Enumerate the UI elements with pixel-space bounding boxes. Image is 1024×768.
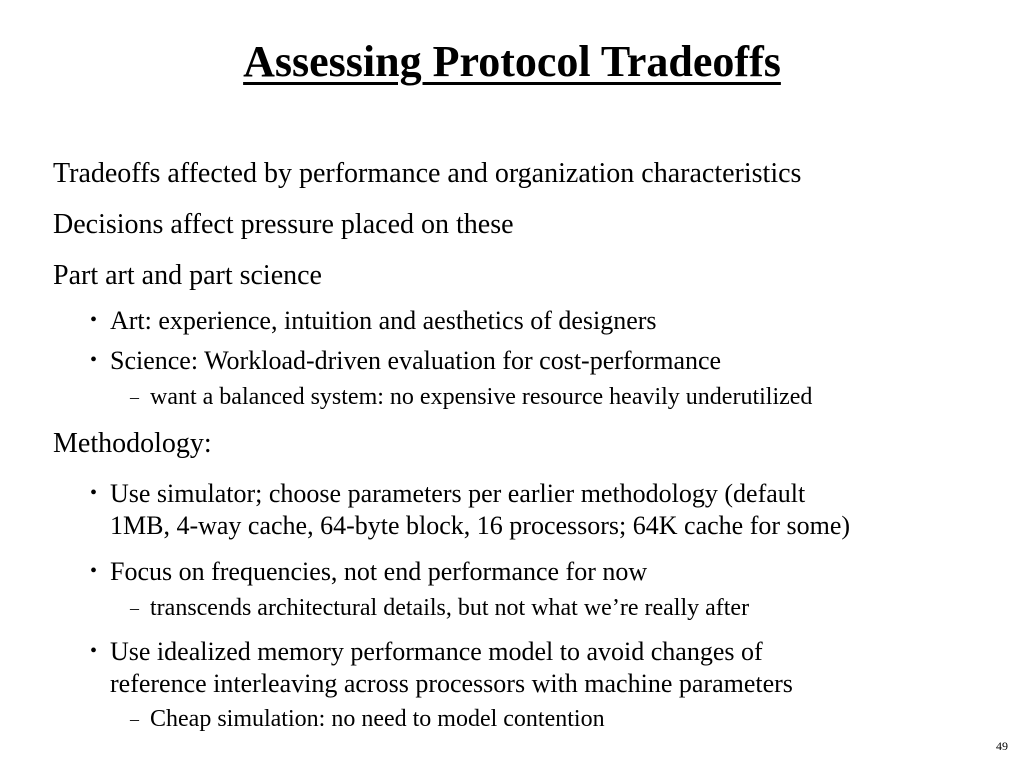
dash-marker: – [130, 598, 139, 618]
sub-bullet-frequencies-text: Focus on frequencies, not end performance for now [110, 557, 648, 586]
sub-sub-bullet-balanced-text: want a balanced system: no expensive resource heavily underutilized [150, 384, 813, 410]
bullet-tradeoffs: Tradeoffs affected by performance and organization characteristics [53, 158, 802, 189]
bullet-marker: • [90, 349, 98, 371]
bullet-marker: • [90, 640, 98, 662]
slide-title: Assessing Protocol Tradeoffs [243, 37, 781, 86]
bullet-methodology: Methodology: [53, 428, 212, 459]
page-number: 49 [996, 739, 1008, 753]
bullet-marker: • [90, 482, 98, 504]
dash-marker: – [130, 709, 139, 729]
sub-bullet-art-text: Art: experience, intuition and aesthetics of designers [110, 306, 657, 335]
sub-sub-bullet-cheap-text: Cheap simulation: no need to model contention [150, 706, 605, 732]
dash-marker: – [130, 387, 139, 407]
bullet-marker: • [90, 560, 98, 582]
bullet-marker: • [90, 309, 98, 331]
bullet-decisions: Decisions affect pressure placed on these [53, 209, 514, 240]
sub-bullet-simulator-line2: 1MB, 4-way cache, 64-byte block, 16 processors; 64K cache for some) [110, 511, 851, 540]
sub-bullet-idealized-line1: Use idealized memory performance model to avoid changes of [110, 637, 763, 666]
sub-sub-bullet-transcends-text: transcends architectural details, but not what we’re really after [150, 595, 750, 621]
sub-bullet-science-text: Science: Workload-driven evaluation for cost-performance [110, 346, 722, 375]
sub-bullet-idealized-line2: reference interleaving across processors with machine parameters [110, 669, 793, 698]
sub-bullet-simulator-line1: Use simulator; choose parameters per earlier methodology (default [110, 479, 806, 508]
bullet-art-science: Part art and part science [53, 260, 322, 291]
